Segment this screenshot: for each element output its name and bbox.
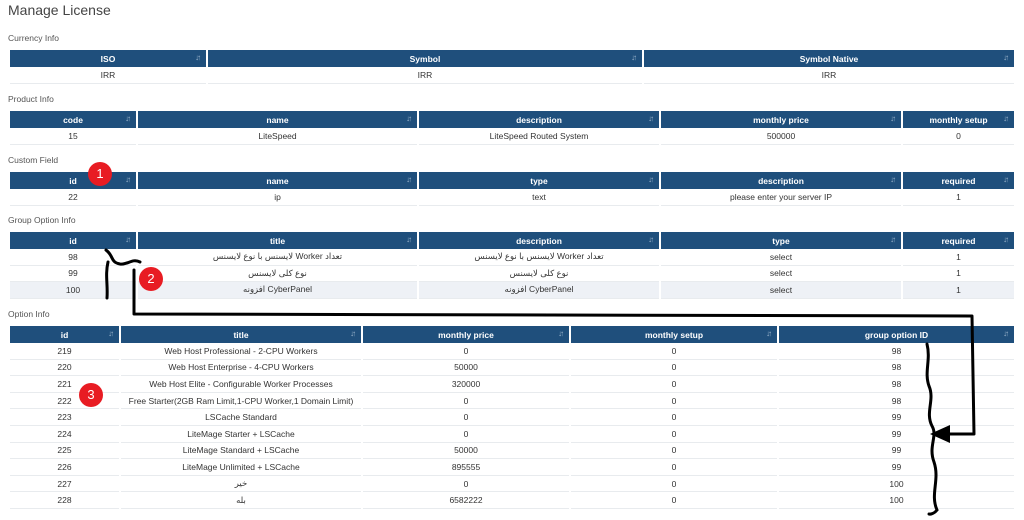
sort-icon[interactable]: ↓↑ xyxy=(890,235,894,244)
sort-icon[interactable]: ↓↑ xyxy=(766,329,770,338)
cell: 0 xyxy=(571,343,777,360)
cell: select xyxy=(661,249,901,266)
sort-icon[interactable]: ↓↑ xyxy=(1003,235,1007,244)
cell: Web Host Professional - 2-CPU Workers xyxy=(121,343,361,360)
cell: 0 xyxy=(571,376,777,393)
table-row xyxy=(10,189,1014,206)
cell: 15 xyxy=(10,128,136,145)
cell: Free Starter(2GB Ram Limit,1-CPU Worker,1 Domain Limit) xyxy=(121,393,361,410)
product-col-code[interactable]: code ↓↑ xyxy=(10,111,136,128)
cell: 1 xyxy=(903,266,1014,283)
cell: 0 xyxy=(363,393,569,410)
option-col-id[interactable]: id ↓↑ xyxy=(10,326,119,343)
cell: 1 xyxy=(903,189,1014,206)
cell: 98 xyxy=(10,249,136,266)
cell: 22 xyxy=(10,189,136,206)
table-row xyxy=(10,360,1014,377)
sort-icon[interactable]: ↓↑ xyxy=(1003,114,1007,123)
cell: IRR xyxy=(10,67,206,84)
section-label-group: Group Option Info xyxy=(8,215,76,225)
table-row xyxy=(10,343,1014,360)
sort-icon[interactable]: ↓↑ xyxy=(350,329,354,338)
cell: 0 xyxy=(571,393,777,410)
group-col-required[interactable]: required ↓↑ xyxy=(903,232,1014,249)
table-row xyxy=(10,443,1014,460)
cell: بله xyxy=(121,492,361,509)
cell: Web Host Enterprise - 4-CPU Workers xyxy=(121,360,361,377)
cell: 500000 xyxy=(661,128,901,145)
option-header-row xyxy=(10,326,1014,343)
page-title: Manage License xyxy=(8,2,111,18)
group-option-table xyxy=(8,232,1016,299)
sort-asc-icon[interactable]: ↓↑ xyxy=(125,114,129,123)
table-row xyxy=(10,476,1014,493)
annotation-badge-2: 2 xyxy=(139,267,163,291)
cell: 226 xyxy=(10,459,119,476)
custom-col-id[interactable]: id ↓↑ xyxy=(10,172,136,189)
currency-table xyxy=(8,50,1016,84)
cell: 98 xyxy=(779,360,1014,377)
sort-icon[interactable]: ↓↑ xyxy=(890,175,894,184)
table-row xyxy=(10,249,1014,266)
custom-col-name[interactable]: name ↓↑ xyxy=(138,172,417,189)
sort-icon[interactable]: ↓↑ xyxy=(631,53,635,62)
table-row xyxy=(10,67,1014,84)
cell: 100 xyxy=(779,476,1014,493)
cell: 6582222 xyxy=(363,492,569,509)
cell: 0 xyxy=(571,409,777,426)
table-row xyxy=(10,409,1014,426)
currency-col-symbol-native[interactable]: Symbol Native ↓↑ xyxy=(644,50,1014,67)
cell: 1 xyxy=(903,282,1014,299)
option-col-title[interactable]: title ↓↑ xyxy=(121,326,361,343)
cell: 0 xyxy=(571,360,777,377)
option-col-monthly-setup[interactable]: monthly setup ↓↑ xyxy=(571,326,777,343)
cell: IRR xyxy=(208,67,642,84)
currency-col-iso[interactable]: ISO ↓↑ xyxy=(10,50,206,67)
cell: Web Host Elite - Configurable Worker Processes xyxy=(121,376,361,393)
sort-icon[interactable]: ↓↑ xyxy=(406,175,410,184)
sort-icon[interactable]: ↓↑ xyxy=(558,329,562,338)
cell: 0 xyxy=(571,443,777,460)
cell: 50000 xyxy=(363,443,569,460)
cell: 227 xyxy=(10,476,119,493)
sort-icon[interactable]: ↓↑ xyxy=(890,114,894,123)
sort-icon[interactable]: ↓↑ xyxy=(406,235,410,244)
cell: LiteMage Standard + LSCache xyxy=(121,443,361,460)
option-info-table xyxy=(8,326,1016,509)
product-col-description[interactable]: description ↓↑ xyxy=(419,111,659,128)
table-row xyxy=(10,128,1014,145)
cell: 98 xyxy=(779,376,1014,393)
group-header-row xyxy=(10,232,1014,249)
cell: نوع کلی لایسنس xyxy=(138,266,417,283)
sort-asc-icon[interactable]: ↓↑ xyxy=(195,53,199,62)
cell: 98 xyxy=(779,393,1014,410)
cell: 100 xyxy=(779,492,1014,509)
sort-asc-icon[interactable]: ↓↑ xyxy=(125,235,129,244)
cell: select xyxy=(661,266,901,283)
custom-field-table xyxy=(8,172,1016,206)
cell: LSCache Standard xyxy=(121,409,361,426)
sort-icon[interactable]: ↓↑ xyxy=(1003,175,1007,184)
section-label-custom: Custom Field xyxy=(8,155,59,165)
sort-icon[interactable]: ↓↑ xyxy=(648,114,652,123)
cell: 219 xyxy=(10,343,119,360)
section-label-product: Product Info xyxy=(8,94,54,104)
cell: LiteMage Unlimited + LSCache xyxy=(121,459,361,476)
cell: 320000 xyxy=(363,376,569,393)
custom-header-row xyxy=(10,172,1014,189)
sort-asc-icon[interactable]: ↓↑ xyxy=(125,175,129,184)
cell: 50000 xyxy=(363,360,569,377)
table-row xyxy=(10,376,1014,393)
group-col-title[interactable]: title ↓↑ xyxy=(138,232,417,249)
currency-header-row xyxy=(10,50,1014,67)
sort-asc-icon[interactable]: ↓↑ xyxy=(108,329,112,338)
cell: 0 xyxy=(363,426,569,443)
section-label-currency: Currency Info xyxy=(8,33,60,43)
product-col-name[interactable]: name ↓↑ xyxy=(138,111,417,128)
annotation-badge-3: 3 xyxy=(79,383,103,407)
cell: افزونه CyberPanel xyxy=(419,282,659,299)
cell: IRR xyxy=(644,67,1014,84)
annotation-badge-1: 1 xyxy=(88,162,112,186)
currency-col-symbol[interactable]: Symbol ↓↑ xyxy=(208,50,642,67)
group-col-type[interactable]: type ↓↑ xyxy=(661,232,901,249)
cell: ip xyxy=(138,189,417,206)
cell: 0 xyxy=(571,459,777,476)
sort-icon[interactable]: ↓↑ xyxy=(648,175,652,184)
table-row xyxy=(10,393,1014,410)
sort-icon[interactable]: ↓↑ xyxy=(648,235,652,244)
option-col-monthly-price[interactable]: monthly price ↓↑ xyxy=(363,326,569,343)
cell: 99 xyxy=(779,426,1014,443)
cell: 0 xyxy=(903,128,1014,145)
cell: text xyxy=(419,189,659,206)
cell: 220 xyxy=(10,360,119,377)
cell: 100 xyxy=(10,282,136,299)
cell: 0 xyxy=(363,343,569,360)
cell: 0 xyxy=(571,426,777,443)
option-col-group-option-id[interactable]: group option ID ↓↑ xyxy=(779,326,1014,343)
cell: 222 xyxy=(10,393,119,410)
cell: LiteSpeed xyxy=(138,128,417,145)
section-label-option: Option Info xyxy=(8,309,50,319)
cell: افزونه CyberPanel xyxy=(138,282,417,299)
product-table xyxy=(8,111,1016,145)
cell: نوع کلی لایسنس xyxy=(419,266,659,283)
cell: 0 xyxy=(571,492,777,509)
group-col-id[interactable]: id ↓↑ xyxy=(10,232,136,249)
table-row xyxy=(10,492,1014,509)
sort-icon[interactable]: ↓↑ xyxy=(1003,329,1007,338)
cell: 1 xyxy=(903,249,1014,266)
cell: خیر xyxy=(121,476,361,493)
cell: لایسنس با نوع لایسنس Worker تعداد xyxy=(138,249,417,266)
cell: 0 xyxy=(363,476,569,493)
cell: 0 xyxy=(571,476,777,493)
cell: 895555 xyxy=(363,459,569,476)
cell: 224 xyxy=(10,426,119,443)
cell: 99 xyxy=(779,443,1014,460)
cell: 225 xyxy=(10,443,119,460)
cell: 0 xyxy=(363,409,569,426)
cell: 98 xyxy=(779,343,1014,360)
table-row xyxy=(10,426,1014,443)
product-col-monthly-price[interactable]: monthly price ↓↑ xyxy=(661,111,901,128)
cell: لایسنس با نوع لایسنس Worker تعداد xyxy=(419,249,659,266)
cell: select xyxy=(661,282,901,299)
cell: 99 xyxy=(779,459,1014,476)
cell: 221 xyxy=(10,376,119,393)
custom-col-type[interactable]: type ↓↑ xyxy=(419,172,659,189)
cell: please enter your server IP xyxy=(661,189,901,206)
sort-icon[interactable]: ↓↑ xyxy=(1003,53,1007,62)
custom-col-required[interactable]: required ↓↑ xyxy=(903,172,1014,189)
cell: 99 xyxy=(779,409,1014,426)
cell: 223 xyxy=(10,409,119,426)
cell: LiteSpeed Routed System xyxy=(419,128,659,145)
group-col-description[interactable]: description ↓↑ xyxy=(419,232,659,249)
product-header-row xyxy=(10,111,1014,128)
cell: 228 xyxy=(10,492,119,509)
sort-icon[interactable]: ↓↑ xyxy=(406,114,410,123)
cell: LiteMage Starter + LSCache xyxy=(121,426,361,443)
custom-col-description[interactable]: description ↓↑ xyxy=(661,172,901,189)
product-col-monthly-setup[interactable]: monthly setup ↓↑ xyxy=(903,111,1014,128)
cell: 99 xyxy=(10,266,136,283)
table-row xyxy=(10,459,1014,476)
